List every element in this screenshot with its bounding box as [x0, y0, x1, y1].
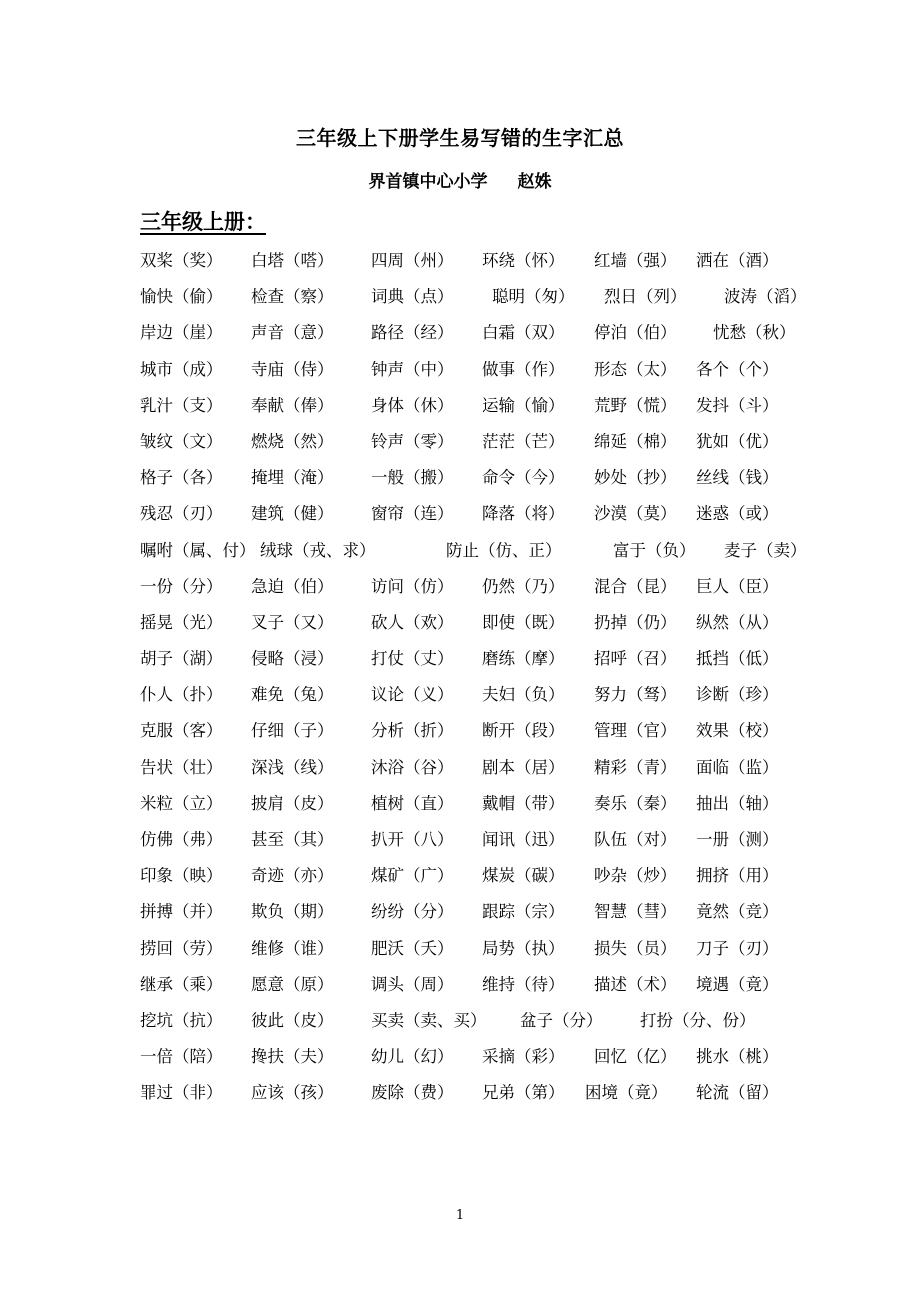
word-entry: 挖坑（抗）: [140, 1010, 223, 1030]
author-name: 赵姝: [517, 172, 552, 192]
word-entry: 彼此（皮）: [251, 1010, 334, 1030]
word-list: [140, 249, 840, 1118]
word-entry: 回忆（亿）: [594, 1047, 677, 1067]
word-row: [140, 249, 840, 285]
word-entry: 欺负（期）: [251, 902, 334, 922]
word-entry: 做事（作）: [482, 359, 565, 379]
word-entry: 词典（点）: [371, 287, 454, 307]
word-entry: 奏乐（秦）: [594, 793, 677, 813]
word-entry: 继承（乘）: [140, 974, 223, 994]
word-entry: 沐浴（谷）: [371, 757, 454, 777]
word-entry: 侵略（浸）: [251, 649, 334, 669]
word-entry: 维修（谁）: [251, 938, 334, 958]
word-entry: 扒开（八）: [371, 830, 454, 849]
word-entry: 掩埋（淹）: [251, 468, 334, 488]
word-entry: 防止（仿、正）: [446, 540, 562, 560]
word-entry: 议论（义）: [371, 685, 454, 705]
word-row: [140, 358, 840, 394]
word-entry: 兄弟（第）: [482, 1083, 565, 1103]
word-row: [140, 792, 840, 828]
word-entry: 一般（搬）: [371, 468, 454, 488]
word-entry: 植树（直）: [371, 793, 454, 813]
word-entry: 妙处（抄）: [594, 468, 677, 488]
word-entry: 幼儿（幻）: [371, 1047, 454, 1067]
word-entry: 轮流（留）: [696, 1083, 779, 1103]
word-row: [140, 756, 840, 792]
word-entry: 抽出（轴）: [696, 793, 779, 813]
word-entry: 扔掉（仍）: [594, 612, 677, 632]
word-entry: 跟踪（宗）: [482, 902, 565, 922]
word-entry: 残忍（刃）: [140, 504, 223, 524]
word-entry: 混合（昆）: [594, 576, 677, 596]
word-entry: 巨人（臣）: [696, 576, 779, 596]
word-row: [140, 466, 840, 502]
section-heading: 三年级上册：: [140, 209, 266, 234]
word-row: [140, 394, 840, 430]
word-entry: 摇晃（光）: [140, 612, 223, 632]
word-entry: 砍人（欢）: [371, 612, 454, 632]
word-entry: 丝线（钱）: [696, 468, 779, 488]
word-entry: 叉子（又）: [251, 612, 334, 632]
word-row: [140, 864, 840, 900]
word-entry: 沙漠（莫）: [594, 504, 677, 524]
word-row: [140, 575, 840, 611]
word-row: [140, 285, 840, 321]
word-entry: 检查（察）: [251, 287, 334, 307]
word-entry: 吵杂（炒）: [594, 866, 677, 886]
word-entry: 各个（个）: [696, 359, 779, 379]
word-entry: 皱纹（文）: [140, 431, 223, 451]
word-entry: 运输（愉）: [482, 395, 565, 415]
word-entry: 一册（测）: [696, 830, 779, 849]
word-entry: 夫妇（负）: [482, 685, 565, 705]
word-row: [140, 321, 840, 357]
page-number: 1: [455, 1208, 465, 1223]
word-entry: 窗帘（连）: [371, 504, 454, 524]
word-entry: 访问（仿）: [371, 576, 454, 596]
word-entry: 岸边（崖）: [140, 323, 223, 343]
word-entry: 描述（术）: [594, 974, 677, 994]
word-row: [140, 900, 840, 936]
word-row: [140, 973, 840, 1009]
word-entry: 忧愁（秋）: [713, 323, 796, 343]
word-entry: 买卖（卖、买）: [371, 1010, 487, 1030]
word-entry: 捞回（劳）: [140, 938, 223, 958]
word-entry: 发抖（斗）: [696, 395, 779, 415]
word-entry: 胡子（湖）: [140, 649, 223, 669]
word-entry: 奉献（俸）: [251, 395, 334, 415]
word-entry: 一份（分）: [140, 576, 223, 596]
word-entry: 抵挡（低）: [696, 649, 779, 669]
word-entry: 效果（校）: [696, 721, 779, 741]
word-entry: 深浅（线）: [251, 757, 334, 777]
word-entry: 钟声（中）: [371, 359, 454, 379]
word-entry: 纷纷（分）: [371, 902, 454, 922]
word-entry: 断开（段）: [482, 721, 565, 741]
word-entry: 红墙（强）: [594, 251, 677, 270]
word-entry: 搀扶（夫）: [251, 1047, 334, 1067]
word-entry: 队伍（对）: [594, 830, 677, 849]
word-entry: 打扮（分、份）: [640, 1010, 756, 1030]
word-entry: 声音（意）: [251, 323, 334, 343]
word-entry: 局势（执）: [482, 938, 565, 958]
word-entry: 波涛（滔）: [724, 287, 807, 307]
word-entry: 身体（休）: [371, 395, 454, 415]
word-entry: 一倍（陪）: [140, 1047, 223, 1067]
word-row: [140, 647, 840, 683]
word-entry: 仔细（子）: [251, 721, 334, 741]
word-entry: 命令（今）: [482, 468, 565, 488]
word-row: [140, 611, 840, 647]
word-entry: 磨练（摩）: [482, 649, 565, 669]
word-entry: 纵然（从）: [696, 612, 779, 632]
word-entry: 乳汁（支）: [140, 395, 223, 415]
word-entry: 仍然（乃）: [482, 576, 565, 596]
word-entry: 智慧（彗）: [594, 902, 677, 922]
word-entry: 煤矿（广）: [371, 866, 454, 886]
word-entry: 戴帽（带）: [482, 793, 565, 813]
word-entry: 停泊（伯）: [594, 323, 677, 343]
word-entry: 路径（经）: [371, 323, 454, 343]
word-entry: 降落（将）: [482, 504, 565, 524]
word-entry: 打仗（丈）: [371, 649, 454, 669]
word-entry: 四周（州）: [371, 251, 454, 270]
word-entry: 米粒（立）: [140, 793, 223, 813]
word-entry: 环绕（怀）: [482, 251, 565, 270]
word-entry: 境遇（竟）: [696, 974, 779, 994]
word-entry: 精彩（青）: [594, 757, 677, 777]
word-entry: 应该（孩）: [251, 1083, 334, 1103]
word-entry: 分析（折）: [371, 721, 454, 741]
word-entry: 披肩（皮）: [251, 793, 334, 813]
school-name: 界首镇中心小学: [368, 172, 488, 192]
word-entry: 煤炭（碳）: [482, 866, 565, 886]
word-entry: 急迫（伯）: [251, 576, 334, 596]
word-entry: 双桨（奖）: [140, 251, 223, 270]
word-entry: 富于（负）: [613, 540, 696, 560]
word-entry: 印象（映）: [140, 866, 223, 886]
word-row: [140, 937, 840, 973]
word-entry: 招呼（召）: [594, 649, 677, 669]
word-entry: 建筑（健）: [251, 504, 334, 524]
word-entry: 嘱咐（属、付）: [140, 540, 256, 560]
word-entry: 难免（兔）: [251, 685, 334, 705]
word-entry: 告状（壮）: [140, 757, 223, 777]
word-row: [140, 1009, 840, 1045]
word-entry: 绵延（棉）: [594, 431, 677, 451]
word-entry: 盆子（分）: [520, 1010, 603, 1030]
word-entry: 愿意（原）: [251, 974, 334, 994]
word-entry: 即使（既）: [482, 612, 565, 632]
word-entry: 诊断（珍）: [696, 685, 779, 705]
word-entry: 愉快（偷）: [140, 287, 223, 307]
word-entry: 仿佛（弗）: [140, 830, 223, 849]
word-row: [140, 430, 840, 466]
word-entry: 形态（太）: [594, 359, 677, 379]
word-entry: 竟然（竞）: [696, 902, 779, 922]
word-entry: 仆人（扑）: [140, 685, 223, 705]
word-entry: 拥挤（用）: [696, 866, 779, 886]
word-entry: 城市（成）: [140, 359, 223, 379]
word-row: [140, 1045, 840, 1081]
word-entry: 犹如（优）: [696, 431, 779, 451]
school-author-line: [0, 167, 920, 192]
word-entry: 肥沃（夭）: [371, 938, 454, 958]
word-entry: 白塔（嗒）: [251, 251, 334, 270]
word-entry: 寺庙（侍）: [251, 359, 334, 379]
word-entry: 采摘（彩）: [482, 1047, 565, 1067]
word-entry: 努力（驽）: [594, 685, 677, 705]
word-row: [140, 502, 840, 538]
word-entry: 损失（员）: [594, 938, 677, 958]
word-entry: 管理（官）: [594, 721, 677, 741]
word-entry: 奇迹（亦）: [251, 866, 334, 886]
word-entry: 刀子（刃）: [696, 938, 779, 958]
word-entry: 白霜（双）: [482, 323, 565, 343]
word-entry: 聪明（匆）: [492, 287, 575, 307]
word-entry: 挑水（桃）: [696, 1047, 779, 1067]
word-entry: 铃声（零）: [371, 431, 454, 451]
word-entry: 罪过（非）: [140, 1083, 223, 1103]
word-entry: 荒野（慌）: [594, 395, 677, 415]
word-entry: 废除（费）: [371, 1083, 454, 1103]
word-entry: 茫茫（芒）: [482, 431, 565, 451]
word-row: [140, 719, 840, 755]
word-entry: 燃烧（然）: [251, 431, 334, 451]
word-row: [140, 1081, 840, 1117]
word-row: [140, 539, 840, 575]
word-entry: 克服（客）: [140, 721, 223, 741]
word-entry: 烈日（列）: [604, 287, 687, 307]
word-entry: 麦子（卖）: [724, 540, 807, 560]
word-entry: 剧本（居）: [482, 757, 565, 777]
word-entry: 甚至（其）: [251, 830, 334, 849]
word-entry: 困境（竟）: [585, 1083, 668, 1103]
word-entry: 调头（周）: [371, 974, 454, 994]
word-entry: 迷惑（或）: [696, 504, 779, 524]
word-row: [140, 683, 840, 719]
word-entry: 拼搏（并）: [140, 902, 223, 922]
word-entry: 绒球（戎、求）: [260, 540, 376, 560]
word-entry: 维持（待）: [482, 974, 565, 994]
page-title: 三年级上下册学生易写错的生字汇总: [296, 126, 624, 150]
word-entry: 格子（各）: [140, 468, 223, 488]
word-entry: 洒在（酒）: [696, 251, 779, 270]
word-row: [140, 828, 840, 864]
word-entry: 面临（监）: [696, 757, 779, 777]
word-entry: 闻讯（迅）: [482, 830, 565, 849]
